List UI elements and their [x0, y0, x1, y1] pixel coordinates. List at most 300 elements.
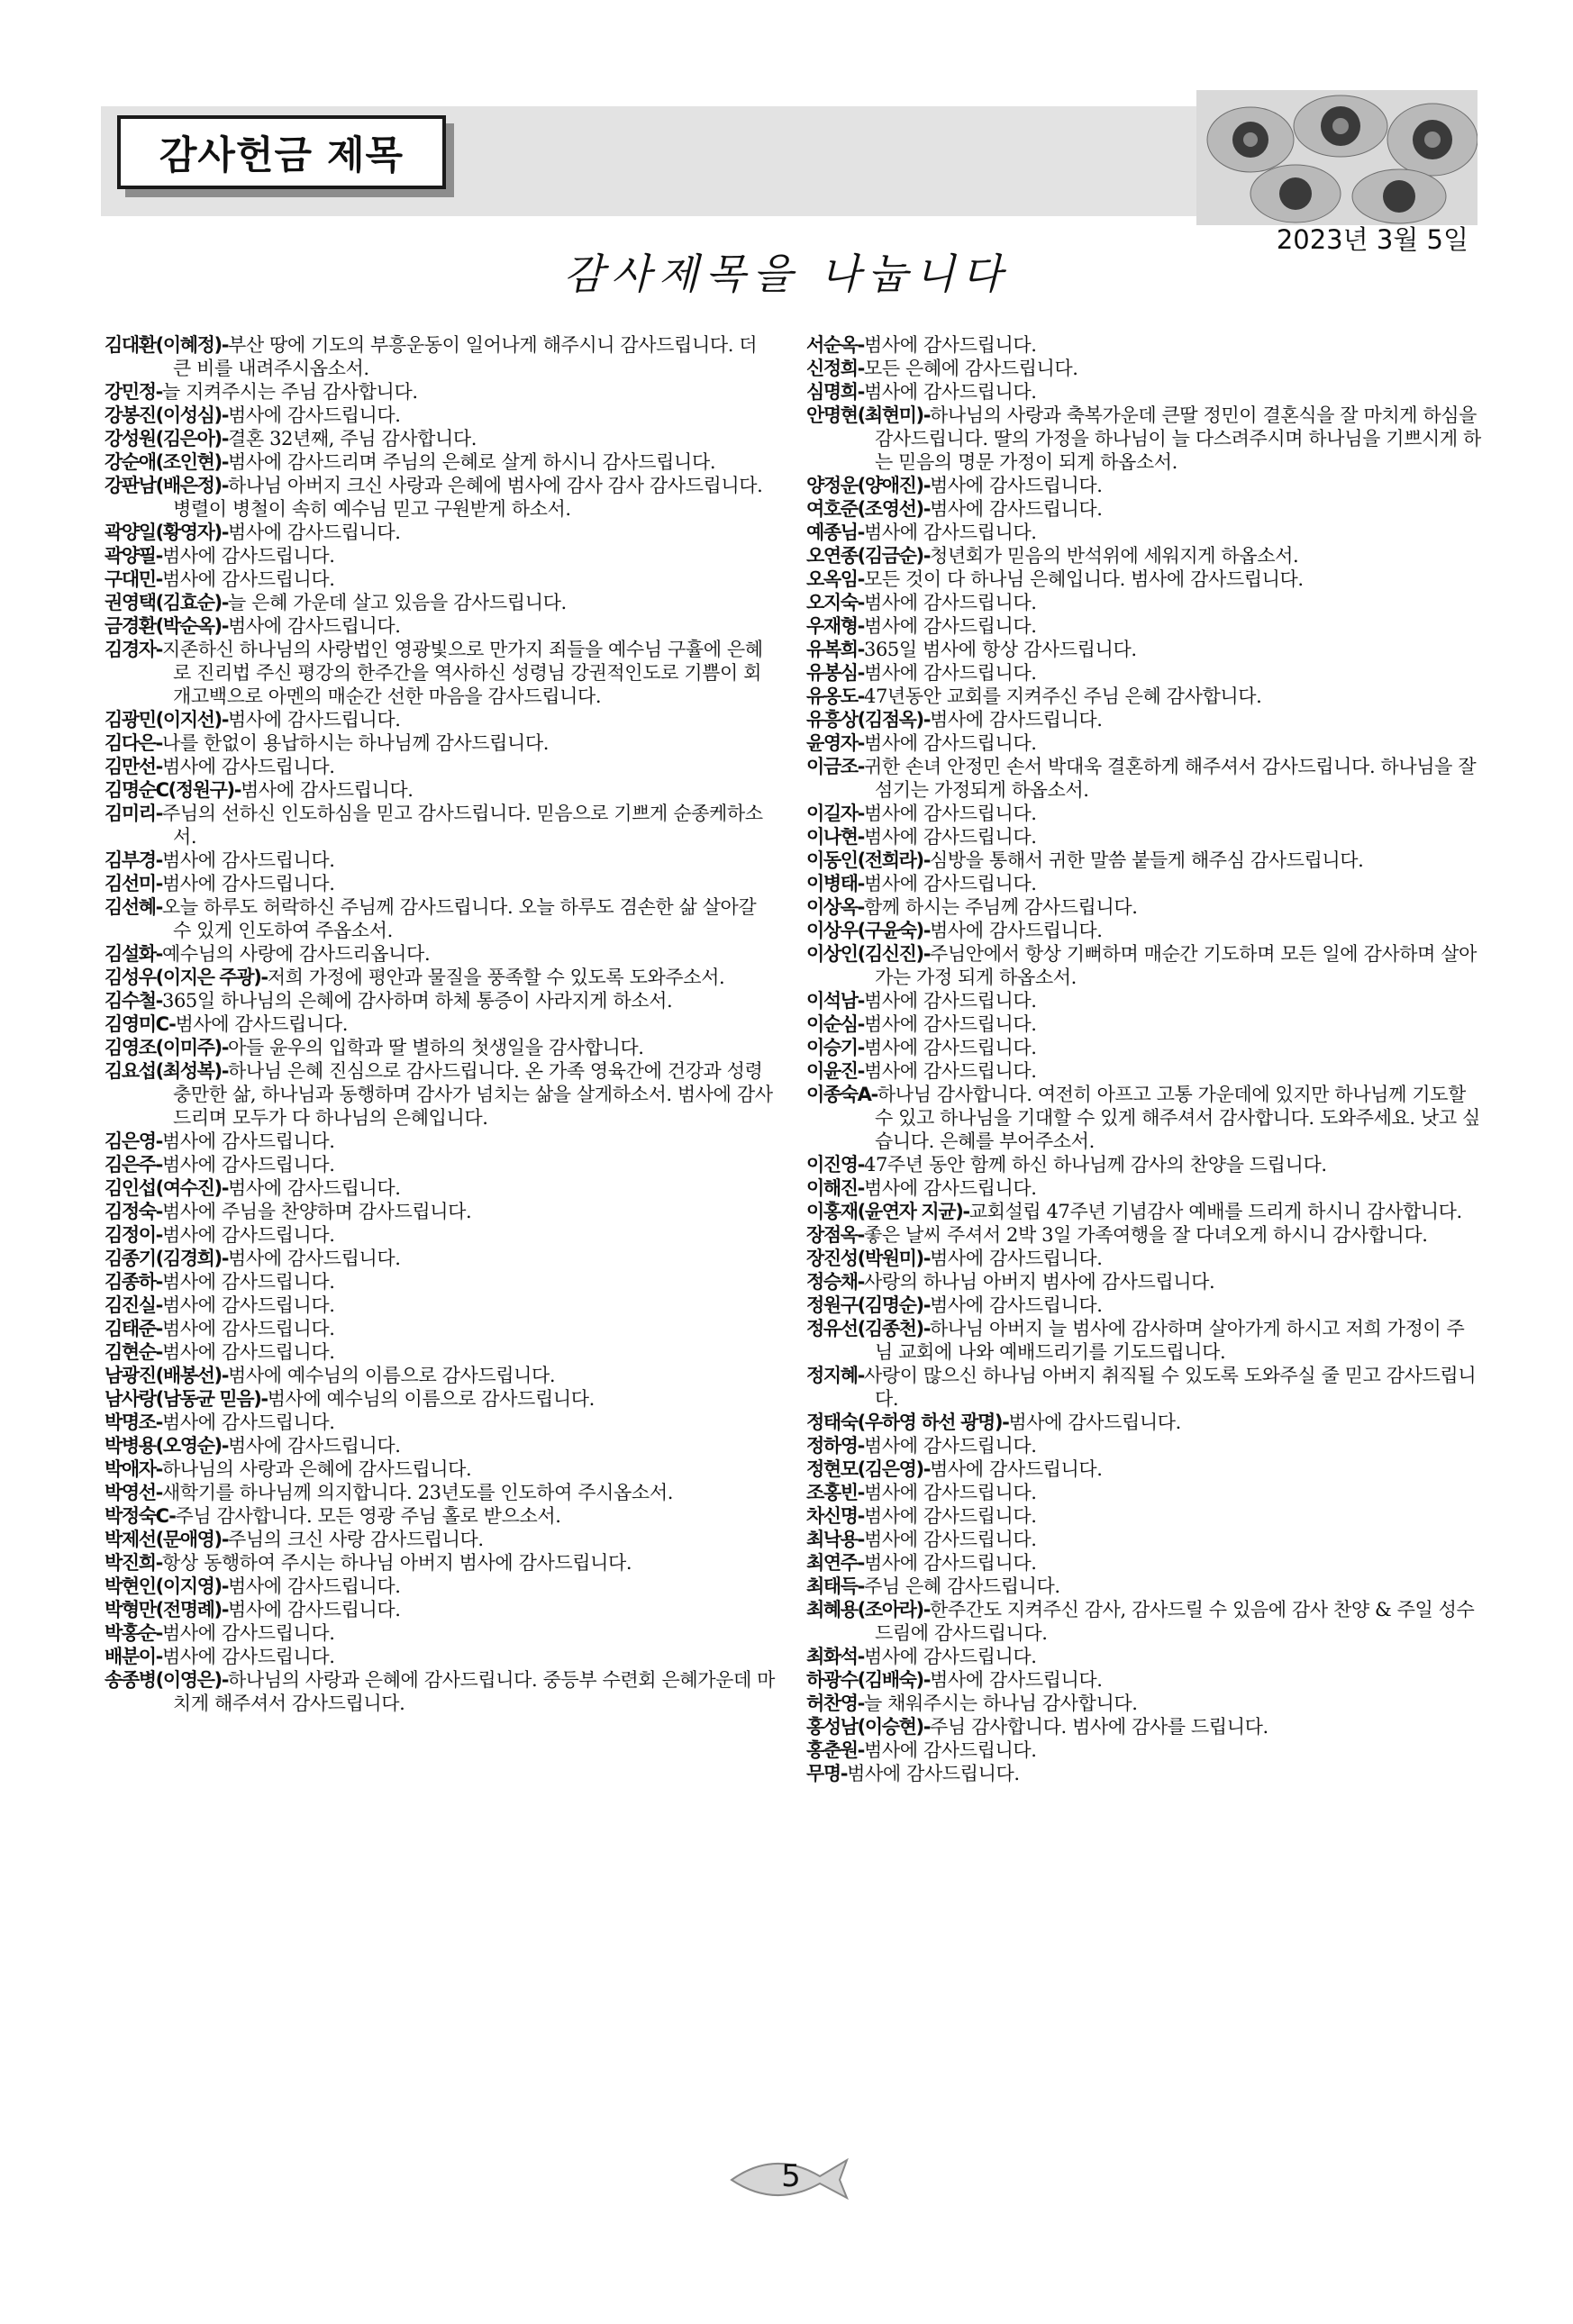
entry-text: 범사에 감사드립니다.	[863, 873, 1037, 894]
entry-item	[806, 1176, 1482, 1200]
entry-name: 무명-	[806, 1763, 848, 1784]
entry-text: 범사에 감사드립니다.	[161, 1622, 335, 1644]
entry-text: 범사에 감사드립니다.	[863, 1552, 1037, 1574]
entry-item	[806, 544, 1482, 567]
entry-item	[806, 1715, 1482, 1738]
entry-text: 범사에 감사드립니다.	[161, 1224, 335, 1246]
entry-item	[806, 638, 1482, 661]
entry-name: 김광민(이지선)-	[105, 709, 229, 731]
entry-item	[105, 1504, 776, 1528]
entry-item	[806, 989, 1482, 1012]
entry-name: 강봉진(이성심)-	[105, 404, 229, 426]
entry-name: 최혜용(조아라)-	[806, 1599, 931, 1620]
entry-text: 범사에 감사드립니다.	[228, 1575, 401, 1597]
entry-text: 범사에 감사드립니다.	[863, 1013, 1037, 1035]
entry-text: 주님의 크신 사랑 감사드립니다.	[228, 1529, 484, 1550]
entry-item	[806, 1481, 1482, 1504]
entry-text: 주님 감사합니다. 모든 영광 주님 홀로 받으소서.	[175, 1505, 561, 1527]
entry-name: 이윤진-	[806, 1060, 864, 1082]
entry-item	[806, 1247, 1482, 1270]
entry-item	[806, 1692, 1482, 1715]
entry-item	[806, 849, 1482, 872]
entry-item	[105, 1036, 776, 1059]
entry-text: 범사에 감사드립니다.	[228, 522, 401, 543]
entry-text: 늘 은혜 가운데 살고 있음을 감사드립니다.	[228, 592, 567, 613]
left-column	[105, 333, 776, 2324]
entry-item	[105, 1317, 776, 1340]
entry-text: 지존하신 하나님의 사랑법인 영광빛으로 만가지 죄들을 예수님 구휼에 은혜로 진리법 주신 평강의 한주간을 역사하신 성령님 강권적인도로 기쁨이 회개고백으로 아멘의 매순간 선한 마음을 감사드립니다.	[161, 639, 763, 707]
entry-text: 범사에 감사드립니다.	[863, 381, 1037, 403]
entry-text: 범사에 감사드립니다.	[930, 709, 1103, 731]
entry-text: 범사에 감사드립니다.	[241, 779, 414, 801]
entry-name: 정지혜-	[806, 1365, 864, 1386]
entry-item	[806, 731, 1482, 755]
entry-name: 최태득-	[806, 1575, 864, 1597]
entry-name: 이상인(김신진)-	[806, 943, 931, 965]
entry-text: 주님 감사합니다. 범사에 감사를 드립니다.	[930, 1716, 1268, 1738]
entry-item	[105, 450, 776, 474]
entry-name: 서순옥-	[806, 334, 864, 356]
entry-item	[105, 544, 776, 567]
entry-text: 아들 윤우의 입학과 딸 별하의 첫생일을 감사합니다.	[228, 1037, 644, 1058]
entry-item	[105, 708, 776, 731]
entry-text: 사랑이 많으신 하나님 아버지 취직될 수 있도록 도와주실 줄 믿고 감사드립니다.	[863, 1365, 1477, 1410]
entry-text: 범사에 감사드립니다.	[863, 1646, 1037, 1667]
entry-item	[105, 872, 776, 895]
entry-text: 범사에 감사드립니다.	[161, 849, 335, 871]
entry-item	[105, 333, 776, 380]
entry-item	[105, 1598, 776, 1621]
entry-item	[806, 1270, 1482, 1294]
entry-name: 정승채-	[806, 1271, 864, 1293]
entry-name: 송종병(이영은)-	[105, 1669, 229, 1691]
entry-item	[806, 521, 1482, 544]
entry-item	[105, 1411, 776, 1434]
entry-name: 김종기(김경희)-	[105, 1248, 229, 1269]
entry-name: 이순심-	[806, 1013, 864, 1035]
entry-text: 범사에 감사드립니다.	[863, 615, 1037, 637]
entry-name: 오연종(김금순)-	[806, 545, 931, 567]
entry-text: 범사에 감사드립니다.	[863, 522, 1037, 543]
entry-item	[806, 1738, 1482, 1762]
entry-item	[105, 731, 776, 755]
entry-text: 47년동안 교회를 지켜주신 주님 은혜 감사합니다.	[863, 685, 1262, 707]
entry-text: 범사에 감사드립니다.	[228, 1177, 401, 1199]
entry-name: 허찬영-	[806, 1693, 864, 1714]
entry-name: 이해진-	[806, 1177, 864, 1199]
entry-text: 예수님의 사랑에 감사드리옵니다.	[161, 943, 431, 965]
entry-item	[806, 1411, 1482, 1434]
entry-name: 배분이-	[105, 1646, 162, 1667]
entry-name: 이종숙A-	[806, 1084, 877, 1105]
entry-name: 유복희-	[806, 639, 864, 660]
entry-item	[806, 1457, 1482, 1481]
entry-item	[105, 1668, 776, 1715]
entry-name: 장점옥-	[806, 1224, 864, 1246]
entry-item	[105, 1457, 776, 1481]
entry-name: 정현모(김은영)-	[806, 1458, 931, 1480]
entry-text: 범사에 주님을 찬양하며 감사드립니다.	[161, 1201, 472, 1222]
entry-text: 범사에 감사드립니다.	[930, 475, 1103, 496]
entry-name: 김미리-	[105, 803, 162, 824]
entry-name: 김영미C-	[105, 1013, 176, 1035]
entry-item	[105, 591, 776, 614]
entry-item	[105, 1012, 776, 1036]
sunflower-decoration	[1196, 90, 1478, 225]
entry-text: 범사에 감사드립니다.	[228, 1248, 401, 1269]
entry-item	[105, 1059, 776, 1130]
entry-name: 박병용(오영순)-	[105, 1435, 229, 1457]
entry-text: 범사에 감사드립니다.	[228, 1435, 401, 1457]
section-title: 감사헌금 제목	[117, 115, 446, 189]
entry-item	[105, 614, 776, 638]
entry-text: 주님 은혜 감사드립니다.	[863, 1575, 1060, 1597]
entry-name: 하광수(김배숙)-	[806, 1669, 931, 1691]
right-column	[806, 333, 1482, 2324]
entry-name: 권영택(김효순)-	[105, 592, 229, 613]
entry-item	[806, 1434, 1482, 1457]
entry-text: 범사에 감사드립니다.	[228, 709, 401, 731]
entry-name: 김정이-	[105, 1224, 162, 1246]
entry-item	[105, 1223, 776, 1247]
entry-text: 하나님 아버지 늘 범사에 감사하며 살아가게 하시고 저희 가정이 주님 교회에 나와 예배드리기를 기도드립니다.	[875, 1318, 1465, 1363]
entry-item	[806, 755, 1482, 802]
entry-item	[806, 1598, 1482, 1645]
entry-item	[806, 1528, 1482, 1551]
entry-name: 오옥임-	[806, 568, 864, 590]
entry-text: 365일 범사에 항상 감사드립니다.	[863, 639, 1137, 660]
entry-name: 김현순-	[105, 1341, 162, 1363]
entry-item	[806, 895, 1482, 919]
entry-text: 하나님 감사합니다. 여전히 아프고 고통 가운데에 있지만 하나님께 기도할 수 있고 하나님을 기대할 수 있게 해주셔서 감사합니다. 도와주세요. 낫고 싶습니다. 은혜를 부어주소서.	[875, 1084, 1480, 1152]
entry-item	[806, 614, 1482, 638]
entry-name: 이동인(전희라)-	[806, 849, 931, 871]
entry-item	[806, 1364, 1482, 1411]
entry-name: 강성원(김은아)-	[105, 428, 229, 449]
entry-text: 오늘 하루도 허락하신 주님께 감사드립니다. 오늘 하루도 겸손한 삶 살아갈 수 있게 인도하여 주옵소서.	[161, 896, 757, 941]
entry-item	[105, 638, 776, 708]
entry-item	[806, 1575, 1482, 1598]
entry-item	[806, 661, 1482, 685]
entry-item	[105, 1551, 776, 1575]
entry-item	[105, 1153, 776, 1176]
entry-name: 이금조-	[806, 756, 864, 777]
entry-text: 심방을 통해서 귀한 말씀 붙들게 해주심 감사드립니다.	[930, 849, 1364, 871]
entry-text: 범사에 감사드립니다.	[1008, 1412, 1181, 1433]
entry-item	[806, 497, 1482, 521]
entry-item	[806, 333, 1482, 357]
entry-text: 하나님 아버지 크신 사랑과 은혜에 범사에 감사 감사 감사드립니다. 병렬이 병철이 속히 예수님 믿고 구원받게 하소서.	[173, 475, 763, 520]
entry-item	[806, 1762, 1482, 1785]
entry-text: 범사에 감사드립니다.	[930, 1669, 1103, 1691]
entry-item	[105, 427, 776, 450]
entry-text: 범사에 감사드립니다.	[863, 803, 1037, 824]
entry-name: 이나현-	[806, 826, 864, 848]
entry-name: 이병태-	[806, 873, 864, 894]
entry-item	[105, 802, 776, 849]
entry-item	[806, 404, 1482, 474]
entry-name: 김부경-	[105, 849, 162, 871]
entry-name: 우재형-	[806, 615, 864, 637]
entry-text: 주님안에서 항상 기뻐하며 매순간 기도하며 모든 일에 감사하며 살아가는 가정 되게 하옵소서.	[875, 943, 1478, 988]
entry-text: 항상 동행하여 주시는 하나님 아버지 범사에 감사드립니다.	[161, 1552, 632, 1574]
entry-item	[806, 1223, 1482, 1247]
entry-item	[105, 404, 776, 427]
entry-text: 범사에 예수님의 이름으로 감사드립니다.	[228, 1365, 556, 1386]
entry-text: 모든 은혜에 감사드립니다.	[863, 358, 1078, 379]
entry-item	[105, 895, 776, 942]
entry-text: 사랑의 하나님 아버지 범사에 감사드립니다.	[863, 1271, 1215, 1293]
entry-text: 범사에 감사드립니다.	[863, 1177, 1037, 1199]
entry-item	[806, 919, 1482, 942]
entry-name: 곽양일(황영자)-	[105, 522, 229, 543]
entry-name: 김대환(이혜정)-	[105, 334, 229, 356]
entry-item	[105, 1130, 776, 1153]
entry-text: 범사에 감사드립니다.	[161, 1412, 335, 1433]
entry-text: 주님의 선하신 인도하심을 믿고 감사드립니다. 믿음으로 기쁘게 순종케하소서.	[161, 803, 763, 848]
entry-name: 박명조-	[105, 1412, 162, 1433]
entry-text: 귀한 손녀 안정민 손서 박대욱 결혼하게 해주셔서 감사드립니다. 하나님을 잘 섬기는 가정되게 하옵소서.	[863, 756, 1477, 801]
entry-name: 김요섭(최성복)-	[105, 1060, 229, 1082]
entry-item	[105, 1247, 776, 1270]
entry-name: 양정운(양애진)-	[806, 475, 931, 496]
entry-item	[105, 1434, 776, 1457]
entry-name: 김설화-	[105, 943, 162, 965]
entry-item	[105, 778, 776, 802]
entry-text: 범사에 감사드리며 주님의 은혜로 살게 하시니 감사드립니다.	[228, 451, 716, 473]
entry-text: 범사에 감사드립니다.	[863, 826, 1037, 848]
entry-name: 이상옥-	[806, 896, 864, 918]
entry-text: 하나님 은혜 진심으로 감사드립니다. 온 가족 영육간에 건강과 성령충만한 삶, 하나님과 동행하며 감사가 넘치는 삶을 살게하소서. 범사에 감사드리며 모두가 다 하나님의 은혜입니다.	[173, 1060, 773, 1129]
entry-text: 범사에 감사드립니다.	[863, 1435, 1037, 1457]
entry-item	[105, 521, 776, 544]
entry-item	[105, 942, 776, 966]
entry-text: 함께 하시는 주님께 감사드립니다.	[863, 896, 1138, 918]
entry-text: 범사에 감사드립니다.	[930, 1294, 1103, 1316]
entry-name: 유흥상(김점옥)-	[806, 709, 931, 731]
entry-name: 오지숙-	[806, 592, 864, 613]
entry-text: 한주간도 지켜주신 감사, 감사드릴 수 있음에 감사 찬양 & 주일 성수 드림에 감사드립니다.	[875, 1599, 1475, 1644]
entry-name: 이상우(구윤숙)-	[806, 920, 931, 941]
entry-text: 범사에 예수님의 이름으로 감사드립니다.	[267, 1388, 595, 1410]
entry-item	[105, 474, 776, 521]
entry-text: 범사에 감사드립니다.	[863, 990, 1037, 1012]
entry-text: 저희 가정에 평안과 물질을 풍족할 수 있도록 도와주소서.	[267, 967, 725, 988]
entry-text: 결혼 32년째, 주님 감사합니다.	[228, 428, 477, 449]
entry-item	[105, 567, 776, 591]
entry-name: 최연주-	[806, 1552, 864, 1574]
entry-name: 정태숙(우하영 하선 광명)-	[806, 1412, 1009, 1433]
entry-text: 하나님의 사랑과 축복가운데 큰딸 정민이 결혼식을 잘 마치게 하심을 감사드립니다. 딸의 가정을 하나님이 늘 다스려주시며 하나님을 기쁘시게 하는 믿음의 명문 가정이 되게 하옵소서.	[875, 404, 1481, 473]
entry-name: 정원구(김명순)-	[806, 1294, 931, 1316]
entry-name: 박애자-	[105, 1458, 162, 1480]
entry-item	[806, 1551, 1482, 1575]
entry-text: 범사에 감사드립니다.	[863, 732, 1037, 754]
entry-item	[806, 1036, 1482, 1059]
entry-text: 하나님의 사랑과 은혜에 감사드립니다. 중등부 수련회 은혜가운데 마치게 해주셔서 감사드립니다.	[173, 1669, 776, 1714]
entry-text: 범사에 감사드립니다.	[863, 1482, 1037, 1503]
entry-item	[105, 1528, 776, 1551]
entry-text: 교회설립 47주년 기념감사 예배를 드리게 하시니 감사합니다.	[968, 1201, 1462, 1222]
entry-name: 예종님-	[806, 522, 864, 543]
entry-item	[806, 872, 1482, 895]
entry-name: 장진성(박원미)-	[806, 1248, 931, 1269]
entry-text: 범사에 감사드립니다.	[161, 1271, 335, 1293]
entry-name: 여호준(조영선)-	[806, 498, 931, 520]
entry-name: 유옹도-	[806, 685, 864, 707]
entry-item	[105, 1200, 776, 1223]
entry-name: 이홍재(윤연자 지균)-	[806, 1201, 969, 1222]
entry-name: 김은주-	[105, 1154, 162, 1176]
entry-name: 이승기-	[806, 1037, 864, 1058]
entry-item	[105, 966, 776, 989]
page-heading: 감사제목을 나눕니다	[563, 250, 1010, 298]
entry-text: 범사에 감사드립니다.	[863, 334, 1037, 356]
entry-name: 김영조(이미주)-	[105, 1037, 229, 1058]
entry-text: 범사에 감사드립니다.	[863, 1037, 1037, 1058]
entry-item	[806, 825, 1482, 849]
entry-text: 범사에 감사드립니다.	[161, 1294, 335, 1316]
entry-name: 심명희-	[806, 381, 864, 403]
entry-name: 김선혜-	[105, 896, 162, 918]
entry-name: 김만선-	[105, 756, 162, 777]
entry-name: 김선미-	[105, 873, 162, 894]
entry-name: 김태준-	[105, 1318, 162, 1339]
entry-name: 강순애(조인현)-	[105, 451, 229, 473]
entry-text: 나를 한없이 용납하시는 하나님께 감사드립니다.	[161, 732, 550, 754]
entry-name: 김인섭(여수진)-	[105, 1177, 229, 1199]
entry-item	[806, 1317, 1482, 1364]
entry-name: 김성우(이지은 주광)-	[105, 967, 268, 988]
entry-name: 박홍순-	[105, 1622, 162, 1644]
entry-text: 범사에 감사드립니다.	[228, 404, 401, 426]
entry-name: 남광진(배봉선)-	[105, 1365, 229, 1386]
entry-name: 유봉심-	[806, 662, 864, 684]
entry-item	[806, 685, 1482, 708]
entry-name: 김종하-	[105, 1271, 162, 1293]
entry-item	[105, 1621, 776, 1645]
entry-name: 금경환(박순옥)-	[105, 615, 229, 637]
entry-item	[806, 1083, 1482, 1153]
entry-text: 범사에 감사드립니다.	[228, 615, 401, 637]
entry-name: 박영선-	[105, 1482, 162, 1503]
entry-name: 조홍빈-	[806, 1482, 864, 1503]
entry-text: 범사에 감사드립니다.	[863, 1739, 1037, 1761]
entry-item	[105, 1270, 776, 1294]
entry-item	[806, 942, 1482, 989]
entry-text: 범사에 감사드립니다.	[161, 756, 335, 777]
entry-name: 김정숙-	[105, 1201, 162, 1222]
entry-text: 범사에 감사드립니다.	[930, 498, 1103, 520]
entry-item	[806, 591, 1482, 614]
entry-item	[105, 849, 776, 872]
entry-item	[806, 1668, 1482, 1692]
entry-text: 범사에 감사드립니다.	[863, 1529, 1037, 1550]
date: 2023년 3월 5일	[1276, 224, 1468, 255]
entry-text: 47주년 동안 함께 하신 하나님께 감사의 찬양을 드립니다.	[863, 1154, 1327, 1176]
entry-name: 김진실-	[105, 1294, 162, 1316]
entry-name: 이진영-	[806, 1154, 864, 1176]
entry-name: 김은영-	[105, 1130, 162, 1152]
entry-item	[105, 1645, 776, 1668]
entry-item	[105, 1481, 776, 1504]
entry-item	[806, 474, 1482, 497]
entry-name: 박정숙C-	[105, 1505, 176, 1527]
entry-item	[806, 1153, 1482, 1176]
entry-item	[806, 1200, 1482, 1223]
entry-text: 범사에 감사드립니다.	[863, 592, 1037, 613]
entry-text: 좋은 날씨 주셔서 2박 3일 가족여행을 잘 다녀오게 하시니 감사합니다.	[863, 1224, 1428, 1246]
entry-name: 홍성남(이승현)-	[806, 1716, 931, 1738]
entry-text: 범사에 감사드립니다.	[863, 662, 1037, 684]
entry-item	[105, 989, 776, 1012]
entry-text: 범사에 감사드립니다.	[930, 920, 1103, 941]
entry-item	[105, 1294, 776, 1317]
entry-name: 박현인(이지영)-	[105, 1575, 229, 1597]
entry-item	[806, 1059, 1482, 1083]
entry-name: 박진희-	[105, 1552, 162, 1574]
entry-item	[105, 1176, 776, 1200]
entry-text: 365일 하나님의 은혜에 감사하며 하체 통증이 사라지게 하소서.	[161, 990, 673, 1012]
entry-item	[806, 1294, 1482, 1317]
entry-name: 박제선(문애영)-	[105, 1529, 229, 1550]
entry-item	[105, 1340, 776, 1364]
entry-name: 정유선(김종천)-	[806, 1318, 931, 1339]
entry-name: 최낙용-	[806, 1529, 864, 1550]
entry-item	[806, 802, 1482, 825]
entry-item	[105, 1387, 776, 1411]
entry-text: 범사에 감사드립니다.	[863, 1505, 1037, 1527]
entry-name: 구대민-	[105, 568, 162, 590]
entry-name: 김다은-	[105, 732, 162, 754]
entry-text: 범사에 감사드립니다.	[161, 1646, 335, 1667]
entry-item	[806, 1645, 1482, 1668]
entry-text: 모든 것이 다 하나님 은혜입니다. 범사에 감사드립니다.	[863, 568, 1304, 590]
entry-name: 윤영자-	[806, 732, 864, 754]
entry-text: 새학기를 하나님께 의지합니다. 23년도를 인도하여 주시옵소서.	[161, 1482, 673, 1503]
entry-text: 범사에 감사드립니다.	[930, 1458, 1103, 1480]
entry-name: 차신명-	[806, 1505, 864, 1527]
entry-name: 박형만(전명례)-	[105, 1599, 229, 1620]
entry-text: 범사에 감사드립니다.	[228, 1599, 401, 1620]
entry-name: 김수철-	[105, 990, 162, 1012]
entry-text: 범사에 감사드립니다.	[161, 1318, 335, 1339]
entry-text: 부산 땅에 기도의 부흥운동이 일어나게 해주시니 감사드립니다. 더 큰 비를 내려주시옵소서.	[173, 334, 758, 379]
entry-text: 범사에 감사드립니다.	[161, 568, 335, 590]
entry-item	[806, 567, 1482, 591]
entry-name: 이길자-	[806, 803, 864, 824]
entry-text: 범사에 감사드립니다.	[930, 1248, 1103, 1269]
entry-text: 하나님의 사랑과 은혜에 감사드립니다.	[161, 1458, 472, 1480]
entry-text: 범사에 감사드립니다.	[161, 873, 335, 894]
entry-item	[806, 1012, 1482, 1036]
entry-item	[806, 708, 1482, 731]
entry-item	[806, 357, 1482, 380]
entry-name: 곽양필-	[105, 545, 162, 567]
entry-name: 남사랑(남동균 믿음)-	[105, 1388, 268, 1410]
entry-name: 이석남-	[806, 990, 864, 1012]
entry-text: 늘 채워주시는 하나님 감사합니다.	[863, 1693, 1138, 1714]
entry-text: 범사에 감사드립니다.	[161, 1130, 335, 1152]
entry-item	[806, 380, 1482, 404]
entry-item	[105, 1364, 776, 1387]
entry-name: 정하영-	[806, 1435, 864, 1457]
entry-text: 범사에 감사드립니다.	[863, 1060, 1037, 1082]
entry-text: 범사에 감사드립니다.	[161, 545, 335, 567]
entry-item	[806, 1504, 1482, 1528]
entry-name: 강민정-	[105, 381, 162, 403]
entry-name: 강판남(배은정)-	[105, 475, 229, 496]
